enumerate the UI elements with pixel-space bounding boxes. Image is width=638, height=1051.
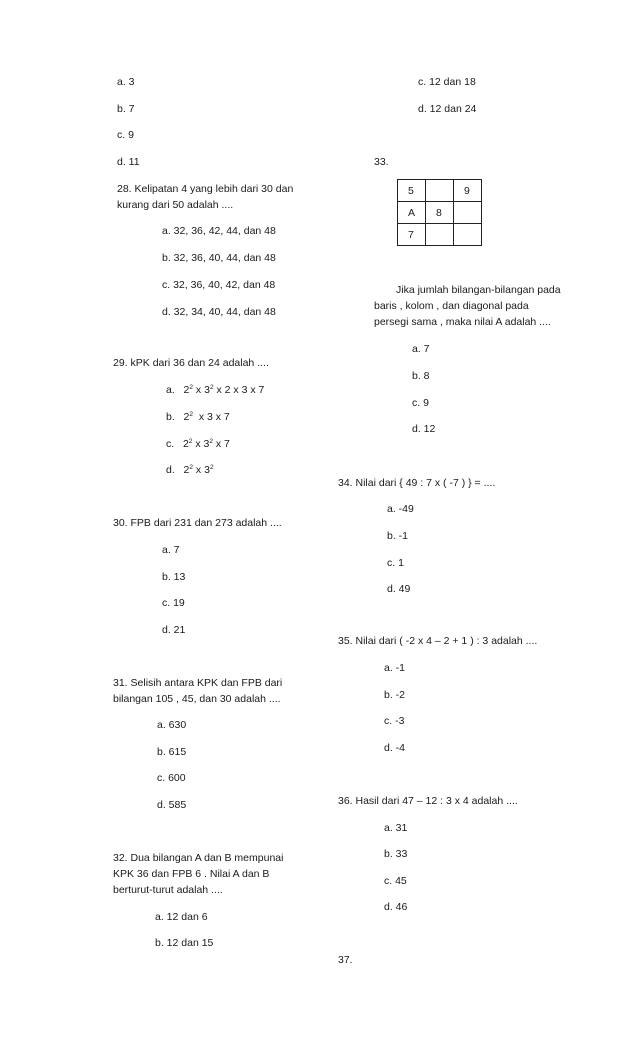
- question-30-option-a: a. 7: [162, 544, 180, 556]
- question-29-option-a: a. $2^2$ x $3^2$ x 2 x 3 x 7: [166, 384, 265, 396]
- grid-cell: 7: [398, 224, 426, 246]
- question-31-option-b: b. 615: [157, 746, 187, 758]
- question-32-option-c: c. 12 dan 18: [418, 76, 476, 88]
- question-36-text: 36. Hasil dari 47 – 12 : 3 x 4 adalah ....: [338, 795, 518, 807]
- question-32-option-a: a. 12 dan 6: [155, 911, 208, 923]
- option-c: c. 9: [117, 129, 134, 141]
- question-35-option-d: d. -4: [384, 742, 406, 754]
- question-35-option-b: b. -2: [384, 689, 406, 701]
- question-37-number: 37.: [338, 954, 353, 966]
- grid-cell: A: [398, 202, 426, 224]
- question-28-option-a: a. 32, 36, 42, 44, dan 48: [162, 225, 276, 237]
- question-30-option-d: d. 21: [162, 624, 186, 636]
- magic-square-grid: [397, 179, 482, 246]
- question-34-text: 34. Nilai dari { 49 : 7 x ( -7 ) } = ....: [338, 477, 496, 489]
- question-33-option-d: d. 12: [412, 423, 436, 435]
- question-33-option-a: a. 7: [412, 343, 430, 355]
- question-29-option-b: b. $2^2$ x 3 x 7: [166, 411, 230, 423]
- question-35-text: 35. Nilai dari ( -2 x 4 – 2 + 1 ) : 3 adalah ....: [338, 635, 538, 647]
- option-b: b. 7: [117, 103, 135, 115]
- question-32-text: 32. Dua bilangan A dan B mempunai: [113, 852, 284, 864]
- question-28-text: kurang dari 50 adalah ....: [117, 199, 234, 211]
- grid-cell: [426, 180, 454, 202]
- question-32-option-d: d. 12 dan 24: [418, 103, 477, 115]
- question-31-option-d: d. 585: [157, 799, 187, 811]
- question-36-option-b: b. 33: [384, 848, 408, 860]
- question-31-option-a: a. 630: [157, 719, 187, 731]
- question-33-text: Jika jumlah bilangan-bilangan pada: [396, 284, 561, 296]
- question-31-text: 31. Selisih antara KPK dan FPB dari: [113, 677, 283, 689]
- question-28-option-d: d. 32, 34, 40, 44, dan 48: [162, 306, 276, 318]
- option-a: a. 3: [117, 76, 135, 88]
- question-28-text: 28. Kelipatan 4 yang lebih dari 30 dan: [117, 183, 294, 195]
- question-30-option-c: c. 19: [162, 597, 185, 609]
- question-29-text: 29. kPK dari 36 dan 24 adalah ....: [113, 357, 269, 369]
- question-31-text: bilangan 105 , 45, dan 30 adalah ....: [113, 693, 281, 705]
- question-34-option-d: d. 49: [387, 583, 411, 595]
- grid-cell: [426, 224, 454, 246]
- question-29-option-d: d. $2^2$ x $3^2$: [166, 464, 214, 476]
- question-33-option-c: c. 9: [412, 397, 429, 409]
- question-33-option-b: b. 8: [412, 370, 430, 382]
- option-d: d. 11: [117, 156, 140, 168]
- question-32-text: berturut-turut adalah ....: [113, 884, 223, 896]
- question-30-text: 30. FPB dari 231 dan 273 adalah ....: [113, 517, 282, 529]
- question-34-option-b: b. -1: [387, 530, 409, 542]
- question-32-option-b: b. 12 dan 15: [155, 937, 214, 949]
- question-35-option-c: c. -3: [384, 715, 405, 727]
- question-32-text: KPK 36 dan FPB 6 . Nilai A dan B: [113, 868, 270, 880]
- question-34-option-a: a. -49: [387, 503, 414, 515]
- question-33-text: baris , kolom , dan diagonal pada: [374, 300, 529, 312]
- question-30-option-b: b. 13: [162, 571, 186, 583]
- grid-cell: [454, 202, 482, 224]
- question-34-option-c: c. 1: [387, 557, 404, 569]
- question-36-option-d: d. 46: [384, 901, 408, 913]
- grid-cell: 8: [426, 202, 454, 224]
- question-33-number: 33.: [374, 156, 389, 168]
- question-31-option-c: c. 600: [157, 772, 186, 784]
- grid-cell: 5: [398, 180, 426, 202]
- question-28-option-b: b. 32, 36, 40, 44, dan 48: [162, 252, 276, 264]
- grid-cell: 9: [454, 180, 482, 202]
- question-35-option-a: a. -1: [384, 662, 406, 674]
- question-36-option-c: c. 45: [384, 875, 407, 887]
- question-36-option-a: a. 31: [384, 822, 408, 834]
- question-29-option-c: c. $2^2$ x $3^2$ x 7: [166, 438, 230, 450]
- question-28-option-c: c. 32, 36, 40, 42, dan 48: [162, 279, 276, 291]
- question-33-text: persegi sama , maka nilai A adalah ....: [374, 316, 551, 328]
- grid-cell: [454, 224, 482, 246]
